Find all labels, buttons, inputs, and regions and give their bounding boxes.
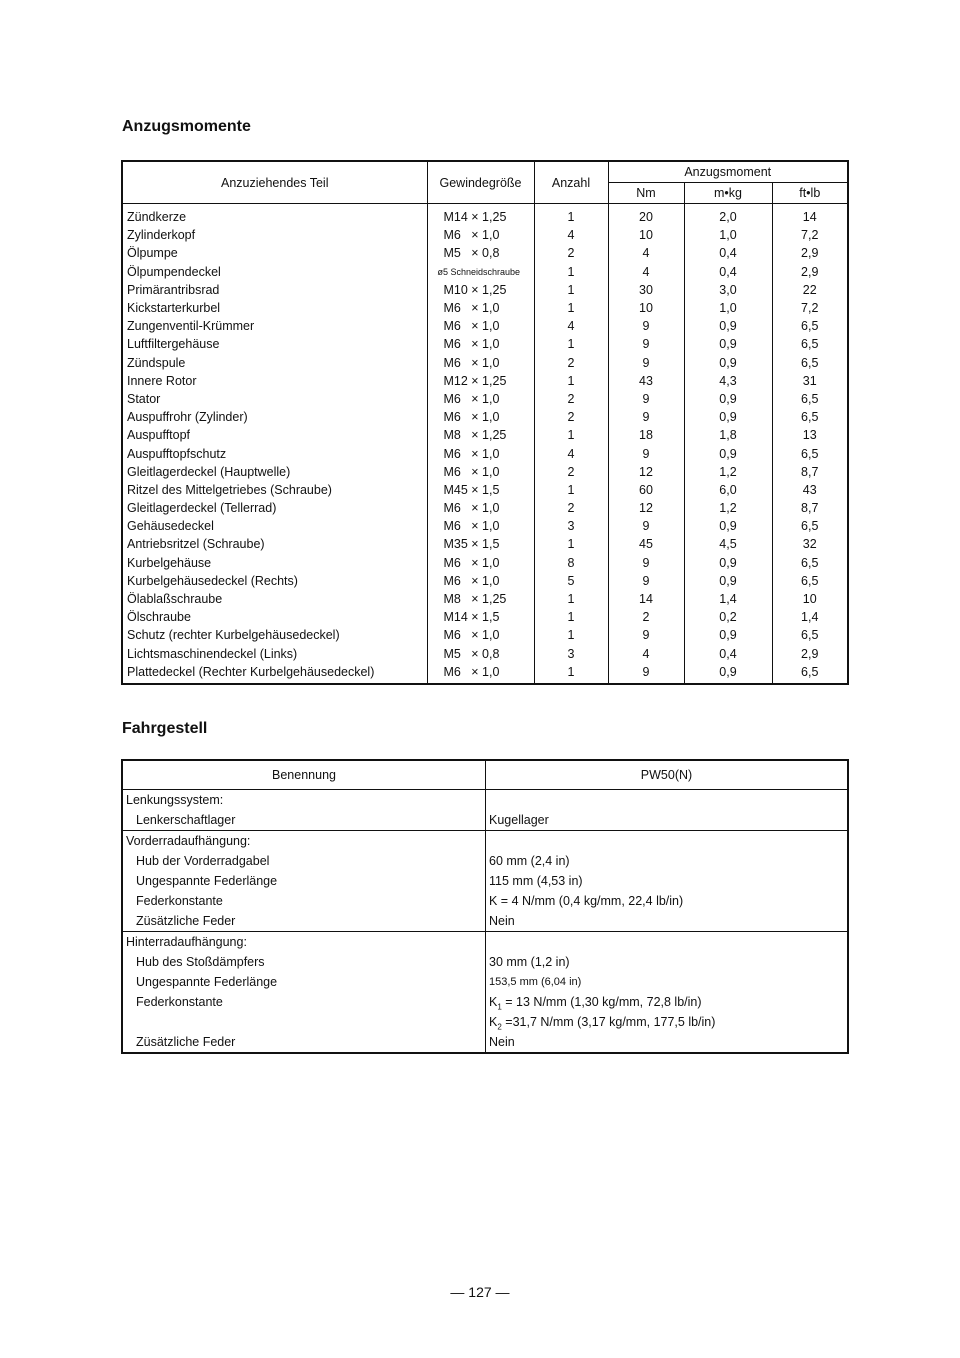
torque-thread-cell: M6 × 1,0 xyxy=(427,663,534,684)
torque-row xyxy=(122,444,848,462)
torque-section-title: Anzugsmomente xyxy=(122,118,251,135)
torque-thread-cell: M6 × 1,0 xyxy=(427,299,534,317)
torque-ftlb-cell: 7,2 xyxy=(772,226,848,244)
rear-travel-value: 30 mm (1,2 in) xyxy=(489,955,570,969)
torque-ftlb-cell: 8,7 xyxy=(772,499,848,517)
torque-nm-cell: 10 xyxy=(608,299,684,317)
torque-ftlb-cell: 31 xyxy=(772,372,848,390)
torque-mkg-cell: 0,9 xyxy=(684,408,772,426)
torque-nm-cell: 43 xyxy=(608,372,684,390)
torque-part-cell: Zylinderkopf xyxy=(122,226,427,244)
torque-thread-cell: M6 × 1,0 xyxy=(427,572,534,590)
torque-mkg-cell: 0,9 xyxy=(684,554,772,572)
torque-ftlb-cell: 22 xyxy=(772,281,848,299)
torque-ftlb-cell: 6,5 xyxy=(772,354,848,372)
torque-thread-cell: M14 × 1,5 xyxy=(427,608,534,626)
torque-part-cell: Stator xyxy=(122,390,427,408)
torque-qty-cell: 4 xyxy=(534,317,608,335)
torque-qty-cell: 1 xyxy=(534,590,608,608)
torque-qty-cell: 2 xyxy=(534,354,608,372)
torque-part-cell: Gehäusedeckel xyxy=(122,517,427,535)
torque-part-cell: Innere Rotor xyxy=(122,372,427,390)
torque-row xyxy=(122,663,848,684)
torque-row xyxy=(122,244,848,262)
torque-mkg-cell: 1,8 xyxy=(684,426,772,444)
front-free-length-label: Ungespannte Federlänge xyxy=(136,874,278,888)
rear-travel-label: Hub des Stoßdämpfers xyxy=(136,955,265,969)
torque-qty-cell: 1 xyxy=(534,426,608,444)
torque-qty-cell: 2 xyxy=(534,390,608,408)
torque-row xyxy=(122,226,848,244)
torque-row xyxy=(122,481,848,499)
header-qty: Anzahl xyxy=(534,161,608,204)
torque-nm-cell: 9 xyxy=(608,554,684,572)
torque-nm-cell: 9 xyxy=(608,517,684,535)
torque-table xyxy=(121,160,849,685)
torque-part-cell: Primärantribsrad xyxy=(122,281,427,299)
torque-mkg-cell: 0,4 xyxy=(684,263,772,281)
torque-qty-cell: 1 xyxy=(534,481,608,499)
torque-qty-cell: 2 xyxy=(534,499,608,517)
torque-thread-cell: M6 × 1,0 xyxy=(427,408,534,426)
torque-ftlb-cell: 6,5 xyxy=(772,663,848,684)
torque-qty-cell: 1 xyxy=(534,299,608,317)
rear-k1-text: = 13 N/mm (1,30 kg/mm, 72,8 lb/in) xyxy=(501,995,702,1009)
torque-ftlb-cell: 6,5 xyxy=(772,626,848,644)
torque-nm-cell: 12 xyxy=(608,499,684,517)
torque-qty-cell: 1 xyxy=(534,263,608,281)
torque-thread-cell: M6 × 1,0 xyxy=(427,517,534,535)
torque-thread-cell: ø5 Schneidschraube xyxy=(427,263,534,281)
torque-part-cell: Gleitlagerdeckel (Tellerrad) xyxy=(122,499,427,517)
torque-ftlb-cell: 8,7 xyxy=(772,463,848,481)
header-model: PW50(N) xyxy=(486,760,849,790)
torque-part-cell: Zündkerze xyxy=(122,204,427,227)
torque-thread-cell: M14 × 1,25 xyxy=(427,204,534,227)
torque-row xyxy=(122,499,848,517)
torque-row xyxy=(122,608,848,626)
torque-part-cell: Plattedeckel (Rechter Kurbelgehäusedeckel) xyxy=(122,663,427,684)
torque-ftlb-cell: 13 xyxy=(772,426,848,444)
torque-part-cell: Auspufftopf xyxy=(122,426,427,444)
front-heading: Vorderradaufhängung: xyxy=(126,834,251,848)
torque-part-cell: Kurbelgehäusedeckel (Rechts) xyxy=(122,572,427,590)
torque-qty-cell: 2 xyxy=(534,408,608,426)
front-travel-label: Hub der Vorderradgabel xyxy=(136,854,270,868)
torque-row xyxy=(122,645,848,663)
torque-row xyxy=(122,354,848,372)
torque-ftlb-cell: 1,4 xyxy=(772,608,848,626)
torque-mkg-cell: 0,4 xyxy=(684,645,772,663)
torque-mkg-cell: 1,0 xyxy=(684,299,772,317)
torque-row xyxy=(122,281,848,299)
torque-part-cell: Auspuffrohr (Zylinder) xyxy=(122,408,427,426)
torque-part-cell: Luftfiltergehäuse xyxy=(122,335,427,353)
torque-qty-cell: 1 xyxy=(534,626,608,644)
rear-optional-label: Züsätzliche Feder xyxy=(136,1035,236,1049)
torque-qty-cell: 1 xyxy=(534,535,608,553)
steering-group xyxy=(122,790,848,831)
torque-mkg-cell: 3,0 xyxy=(684,281,772,299)
rear-k2-value xyxy=(489,1012,847,1032)
front-suspension-group xyxy=(122,831,848,932)
front-free-length-value: 115 mm (4,53 in) xyxy=(489,874,583,888)
torque-nm-cell: 9 xyxy=(608,444,684,462)
torque-part-cell: Kurbelgehäuse xyxy=(122,554,427,572)
torque-qty-cell: 8 xyxy=(534,554,608,572)
torque-thread-cell: M10 × 1,25 xyxy=(427,281,534,299)
torque-nm-cell: 9 xyxy=(608,408,684,426)
torque-row xyxy=(122,535,848,553)
torque-thread-cell: M6 × 1,0 xyxy=(427,335,534,353)
torque-mkg-cell: 0,9 xyxy=(684,335,772,353)
torque-row xyxy=(122,626,848,644)
torque-ftlb-cell: 6,5 xyxy=(772,572,848,590)
torque-row xyxy=(122,572,848,590)
torque-mkg-cell: 0,9 xyxy=(684,444,772,462)
torque-nm-cell: 20 xyxy=(608,204,684,227)
torque-thread-cell: M6 × 1,0 xyxy=(427,226,534,244)
torque-mkg-cell: 1,2 xyxy=(684,463,772,481)
torque-thread-cell: M8 × 1,25 xyxy=(427,426,534,444)
torque-thread-cell: M6 × 1,0 xyxy=(427,390,534,408)
torque-ftlb-cell: 2,9 xyxy=(772,263,848,281)
torque-part-cell: Ölablaßschraube xyxy=(122,590,427,608)
torque-part-cell: Kickstarterkurbel xyxy=(122,299,427,317)
torque-nm-cell: 9 xyxy=(608,572,684,590)
torque-part-cell: Zungenventil-Krümmer xyxy=(122,317,427,335)
torque-part-cell: Zündspule xyxy=(122,354,427,372)
torque-part-cell: Ritzel des Mittelgetriebes (Schraube) xyxy=(122,481,427,499)
front-rate-label: Federkonstante xyxy=(136,894,223,908)
rear-k2-prefix: K xyxy=(489,1015,498,1029)
header-part: Anzuziehendes Teil xyxy=(122,161,427,204)
torque-qty-cell: 1 xyxy=(534,204,608,227)
torque-qty-cell: 3 xyxy=(534,517,608,535)
torque-thread-cell: M6 × 1,0 xyxy=(427,354,534,372)
torque-part-cell: Antriebsritzel (Schraube) xyxy=(122,535,427,553)
torque-nm-cell: 9 xyxy=(608,663,684,684)
torque-qty-cell: 2 xyxy=(534,463,608,481)
rear-free-length-label: Ungespannte Federlänge xyxy=(136,975,278,989)
steering-bearing-label: Lenkerschaftlager xyxy=(136,813,236,827)
torque-ftlb-cell: 6,5 xyxy=(772,317,848,335)
front-optional-value: Nein xyxy=(489,914,515,928)
torque-nm-cell: 60 xyxy=(608,481,684,499)
torque-ftlb-cell: 6,5 xyxy=(772,517,848,535)
rear-k2-sub: 2 xyxy=(497,1022,502,1032)
rear-free-length-value: 153,5 mm (6,04 in) xyxy=(489,976,582,988)
torque-ftlb-cell: 6,5 xyxy=(772,554,848,572)
torque-ftlb-cell: 14 xyxy=(772,204,848,227)
torque-qty-cell: 5 xyxy=(534,572,608,590)
torque-ftlb-cell: 7,2 xyxy=(772,299,848,317)
torque-ftlb-cell: 32 xyxy=(772,535,848,553)
torque-thread-cell: M6 × 1,0 xyxy=(427,554,534,572)
torque-mkg-cell: 0,9 xyxy=(684,517,772,535)
torque-qty-cell: 1 xyxy=(534,608,608,626)
header-nm: Nm xyxy=(608,183,684,204)
torque-mkg-cell: 0,2 xyxy=(684,608,772,626)
torque-row xyxy=(122,335,848,353)
chassis-section-title: Fahrgestell xyxy=(122,720,208,737)
torque-mkg-cell: 0,9 xyxy=(684,572,772,590)
rear-k1-sub: 1 xyxy=(497,1002,502,1012)
torque-mkg-cell: 0,9 xyxy=(684,626,772,644)
torque-row xyxy=(122,299,848,317)
torque-thread-cell: M6 × 1,0 xyxy=(427,499,534,517)
torque-ftlb-cell: 2,9 xyxy=(772,645,848,663)
torque-row xyxy=(122,372,848,390)
steering-heading: Lenkungssystem: xyxy=(126,793,224,807)
header-name: Benennung xyxy=(122,760,486,790)
torque-row xyxy=(122,463,848,481)
torque-nm-cell: 4 xyxy=(608,645,684,663)
torque-row xyxy=(122,590,848,608)
torque-thread-cell: M6 × 1,0 xyxy=(427,463,534,481)
torque-part-cell: Auspufftopfschutz xyxy=(122,444,427,462)
torque-thread-cell: M35 × 1,5 xyxy=(427,535,534,553)
torque-nm-cell: 4 xyxy=(608,263,684,281)
torque-qty-cell: 2 xyxy=(534,244,608,262)
torque-part-cell: Ölschraube xyxy=(122,608,427,626)
torque-row xyxy=(122,317,848,335)
torque-qty-cell: 3 xyxy=(534,645,608,663)
torque-mkg-cell: 1,2 xyxy=(684,499,772,517)
torque-nm-cell: 9 xyxy=(608,626,684,644)
rear-heading: Hinterradaufhängung: xyxy=(126,935,247,949)
front-optional-label: Züsätzliche Feder xyxy=(136,914,236,928)
torque-thread-cell: M6 × 1,0 xyxy=(427,317,534,335)
torque-mkg-cell: 4,3 xyxy=(684,372,772,390)
torque-nm-cell: 9 xyxy=(608,335,684,353)
torque-nm-cell: 45 xyxy=(608,535,684,553)
torque-mkg-cell: 0,9 xyxy=(684,390,772,408)
torque-qty-cell: 1 xyxy=(534,281,608,299)
torque-mkg-cell: 1,0 xyxy=(684,226,772,244)
torque-ftlb-cell: 6,5 xyxy=(772,408,848,426)
torque-nm-cell: 18 xyxy=(608,426,684,444)
torque-nm-cell: 9 xyxy=(608,354,684,372)
torque-mkg-cell: 1,4 xyxy=(684,590,772,608)
torque-row xyxy=(122,390,848,408)
steering-bearing-value: Kugellager xyxy=(489,813,549,827)
torque-ftlb-cell: 10 xyxy=(772,590,848,608)
torque-ftlb-cell: 43 xyxy=(772,481,848,499)
rear-suspension-group xyxy=(122,932,848,1054)
front-rate-value: K = 4 N/mm (0,4 kg/mm, 22,4 lb/in) xyxy=(489,894,684,908)
torque-mkg-cell: 6,0 xyxy=(684,481,772,499)
torque-ftlb-cell: 6,5 xyxy=(772,444,848,462)
header-torque: Anzugsmoment xyxy=(608,161,848,183)
rear-optional-value: Nein xyxy=(489,1035,515,1049)
front-travel-value: 60 mm (2,4 in) xyxy=(489,854,570,868)
torque-row xyxy=(122,517,848,535)
torque-mkg-cell: 0,4 xyxy=(684,244,772,262)
torque-row xyxy=(122,408,848,426)
header-ftlb: ft•lb xyxy=(772,183,848,204)
torque-ftlb-cell: 6,5 xyxy=(772,390,848,408)
torque-nm-cell: 9 xyxy=(608,390,684,408)
torque-part-cell: Schutz (rechter Kurbelgehäusedeckel) xyxy=(122,626,427,644)
rear-rate-label: Federkonstante xyxy=(136,995,223,1009)
torque-nm-cell: 9 xyxy=(608,317,684,335)
torque-thread-cell: M5 × 0,8 xyxy=(427,244,534,262)
torque-thread-cell: M45 × 1,5 xyxy=(427,481,534,499)
torque-row xyxy=(122,263,848,281)
torque-thread-cell: M6 × 1,0 xyxy=(427,444,534,462)
rear-k1-prefix: K xyxy=(489,995,498,1009)
torque-qty-cell: 1 xyxy=(534,663,608,684)
torque-part-cell: Lichtsmaschinendeckel (Links) xyxy=(122,645,427,663)
torque-thread-cell: M12 × 1,25 xyxy=(427,372,534,390)
torque-nm-cell: 10 xyxy=(608,226,684,244)
torque-nm-cell: 2 xyxy=(608,608,684,626)
torque-nm-cell: 14 xyxy=(608,590,684,608)
header-thread: Gewindegröße xyxy=(427,161,534,204)
torque-ftlb-cell: 6,5 xyxy=(772,335,848,353)
rear-k2-text: =31,7 N/mm (3,17 kg/mm, 177,5 lb/in) xyxy=(501,1015,716,1029)
torque-thread-cell: M8 × 1,25 xyxy=(427,590,534,608)
torque-nm-cell: 30 xyxy=(608,281,684,299)
torque-mkg-cell: 0,9 xyxy=(684,663,772,684)
torque-table-body xyxy=(122,204,848,684)
torque-mkg-cell: 0,9 xyxy=(684,317,772,335)
torque-mkg-cell: 4,5 xyxy=(684,535,772,553)
torque-nm-cell: 12 xyxy=(608,463,684,481)
torque-qty-cell: 1 xyxy=(534,372,608,390)
torque-qty-cell: 4 xyxy=(534,444,608,462)
torque-row xyxy=(122,204,848,227)
chassis-table xyxy=(121,759,849,1054)
rear-k1-value xyxy=(489,992,847,1012)
torque-mkg-cell: 0,9 xyxy=(684,354,772,372)
page-number: — 127 — xyxy=(450,1284,510,1300)
torque-row xyxy=(122,554,848,572)
torque-thread-cell: M6 × 1,0 xyxy=(427,626,534,644)
torque-nm-cell: 4 xyxy=(608,244,684,262)
torque-part-cell: Ölpumpendeckel xyxy=(122,263,427,281)
header-mkg: m•kg xyxy=(684,183,772,204)
torque-mkg-cell: 2,0 xyxy=(684,204,772,227)
torque-qty-cell: 4 xyxy=(534,226,608,244)
torque-part-cell: Gleitlagerdeckel (Hauptwelle) xyxy=(122,463,427,481)
torque-row xyxy=(122,426,848,444)
torque-qty-cell: 1 xyxy=(534,335,608,353)
torque-thread-cell: M5 × 0,8 xyxy=(427,645,534,663)
torque-ftlb-cell: 2,9 xyxy=(772,244,848,262)
torque-part-cell: Ölpumpe xyxy=(122,244,427,262)
